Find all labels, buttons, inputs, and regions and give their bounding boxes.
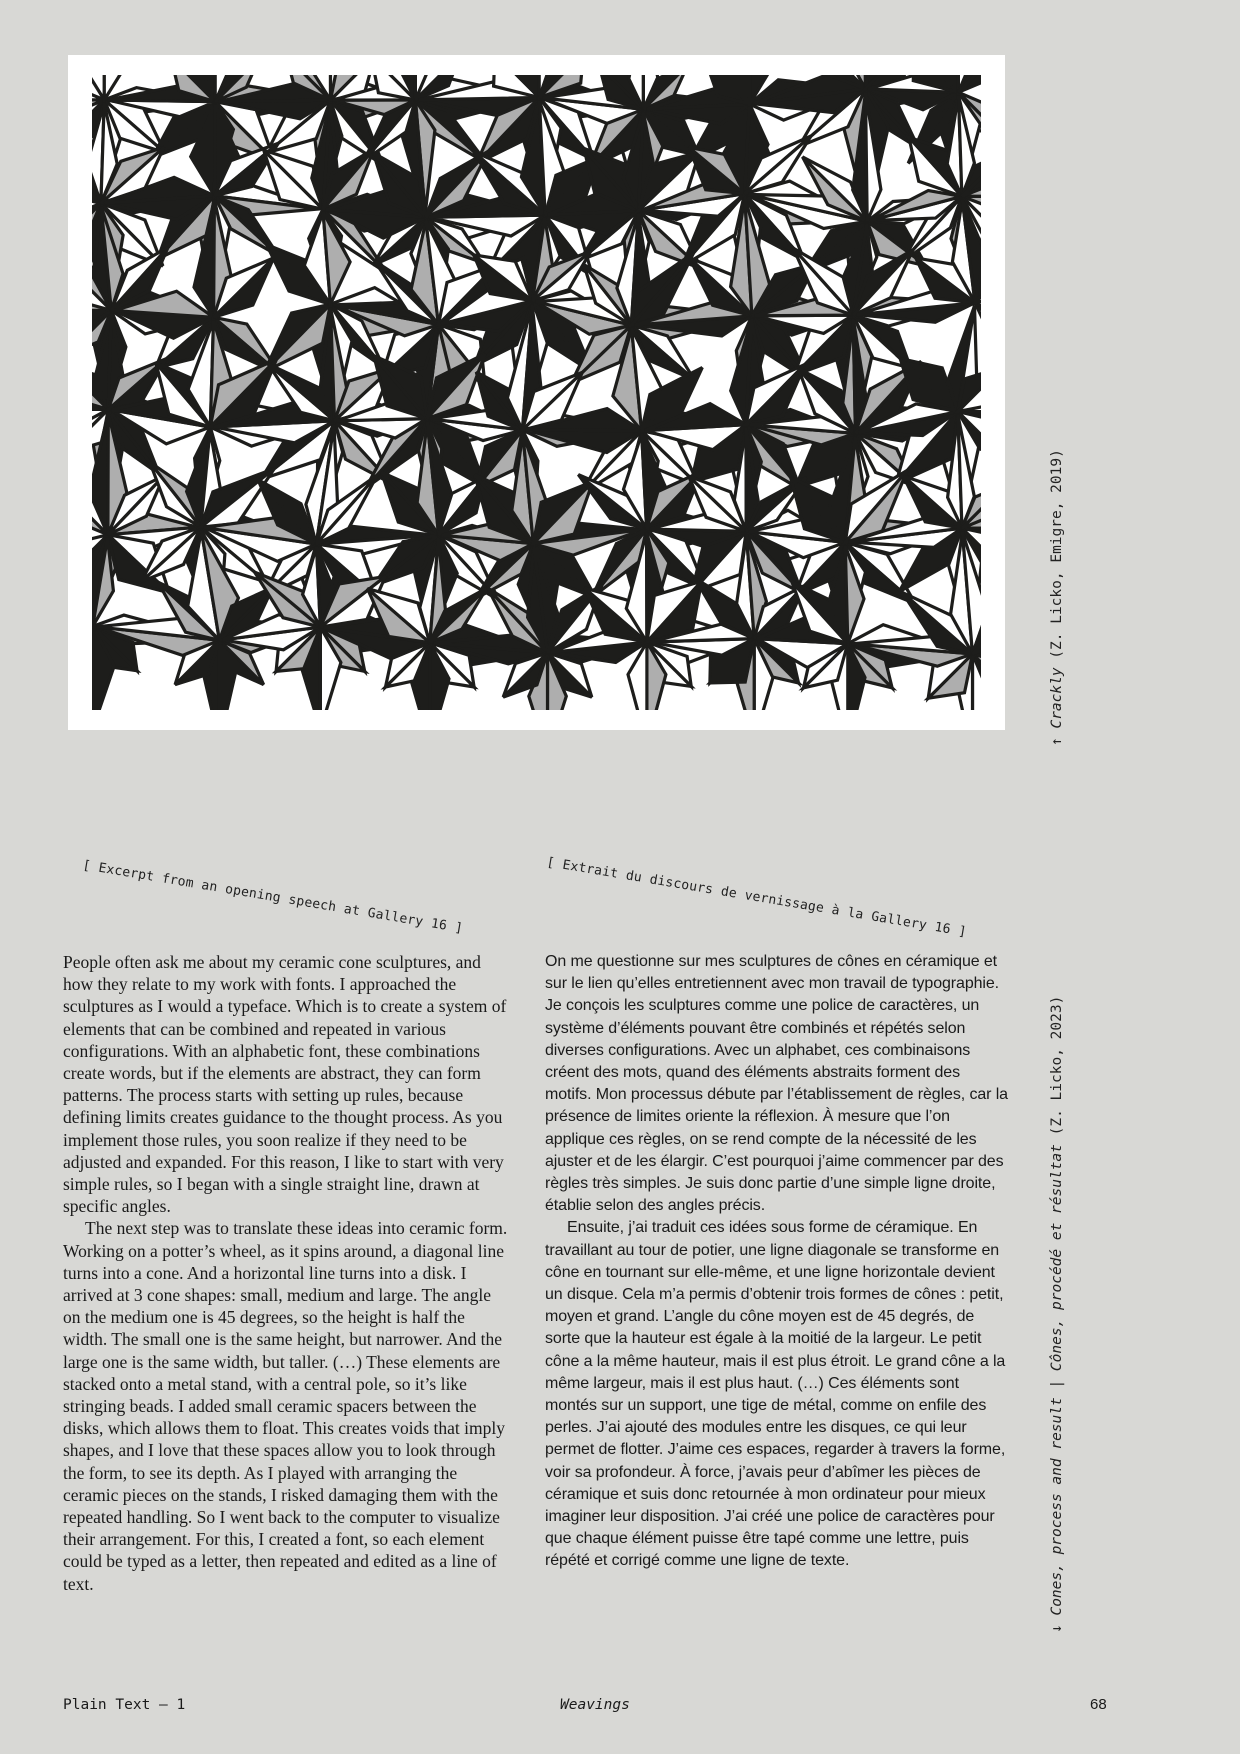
down-arrow-icon: ↓: [1049, 1615, 1065, 1633]
french-paragraph-2: Ensuite, j’ai traduit ces idées sous forme de céramique. En travaillant au tour de potier, une ligne diagonale se transforme en cône en tournant sur elle-même, et une ligne horizontale devient un disque. Cela m’a permis d’obtenir trois formes de cônes : petit, moyen et grand. L’angle du cône moyen est de 45 degrés, de sorte que la hauteur est égale à la moitié de la largeur. Le petit cône a la même hauteur, mais il est plus étroit. Le grand cône a la même largeur, mais il est plus haut. (…) Ces éléments sont montés sur un support, une tige de métal, comme on enfile des perles. J’ai ajouté des modules entre les disques, ce qui leur permet de flotter. J’aime ces espaces, regarder à travers la forme, voir sa profondeur. À force, j’avais peur d’abîmer les pièces de céramique et suis donc retournée à mon ordinateur pour mieux imaginer leur disposition. J’ai créé une police de caractères pour que chaque élément puisse être tapé comme une lettre, puis répété et corrigé comme une ligne de texte.: [545, 1219, 1006, 1570]
footer-section: Weavings: [560, 1697, 630, 1713]
margin-note-top-credit: (Z. Licko, Emigre, 2019): [1049, 449, 1065, 668]
margin-note-bottom: [1049, 996, 1065, 1633]
footer-page-number: 68: [1090, 1696, 1107, 1713]
up-arrow-icon: ↑: [1049, 728, 1065, 746]
caption-english: [ Excerpt from an opening speech at Gallery 16 ]: [81, 858, 464, 937]
margin-note-bottom-credit: (Z. Licko, 2023): [1049, 995, 1065, 1145]
column-english: [63, 951, 510, 1595]
english-paragraph-2: The next step was to translate these ideas into ceramic form. Working on a potter’s wheel, as it spins around, a diagonal line turns into a cone. And a horizontal line turns into a disk. I arrived at 3 cone shapes: small, medium and large. The angle on the medium one is 45 degrees, so the height is half the width. The small one is the same height, but narrower. And the large one is the same width, but taller. (…) These elements are stacked onto a metal stand, with a central pole, so it’s like stringing beads. I added small ceramic spacers between the disks, which allows them to float. This creates voids that imply shapes, and I love that these spaces allow you to look through the form, to see its depth. As I played with arranging the ceramic pieces on the stands, I risked damaging them with the repeated handling. So I went back to the computer to visualize their arrangement. For this, I created a font, so each element could be typed as a letter, then repeated and edited as a line of text.: [63, 1218, 508, 1594]
margin-note-bottom-title-en: Cones, process and result: [1049, 1397, 1065, 1616]
english-paragraph-1: People often ask me about my ceramic cone sculptures, and how they relate to my work with fonts. I approached the sculptures as I would a typeface. Which is to create a system of elements that can be combined and repeated in various configurations. With an alphabetic font, these combinations create words, but if the elements are abstract, they can form patterns. The process starts with setting up rules, because defining limits creates guidance to the thought process. As you implement those rules, you soon realize if they need to be adjusted and expanded. For this reason, I like to start with very simple rules, so I began with a single straight line, drawn at specific angles.: [63, 952, 507, 1217]
caption-french: [ Extrait du discours de vernissage à la Gallery 16 ]: [545, 855, 968, 941]
margin-note-top-title: Crackly: [1049, 667, 1065, 729]
margin-note-bottom-separator: |: [1049, 1371, 1065, 1398]
artwork-figure: [68, 55, 1005, 730]
footer-publication: Plain Text – 1: [63, 1697, 186, 1713]
column-french: [545, 951, 1010, 1573]
margin-note-top: [1049, 449, 1065, 746]
artwork-pattern-image: [68, 55, 1005, 730]
french-paragraph-1: On me questionne sur mes sculptures de cônes en céramique et sur le lien qu’elles entretiennent avec mon travail de typographie. Je conçois les sculptures comme une police de caractères, un système d’éléments pouvant être combinés et répétés selon diverses configurations. Avec un alphabet, ces combinaisons créent des mots, quand des éléments abstraits forment des motifs. Mon processus débute par l’établissement de règles, car la présence de limites oriente la réflexion. À mesure que l’on applique ces règles, on se rend compte de la nécessité de les ajuster et de les élargir. C’est pourquoi j’aime commencer par des règles très simples. Je suis donc partie d’une simple ligne droite, établie selon des angles précis.: [545, 953, 1008, 1215]
margin-note-bottom-title-fr: Cônes, procédé et résultat: [1049, 1144, 1065, 1372]
